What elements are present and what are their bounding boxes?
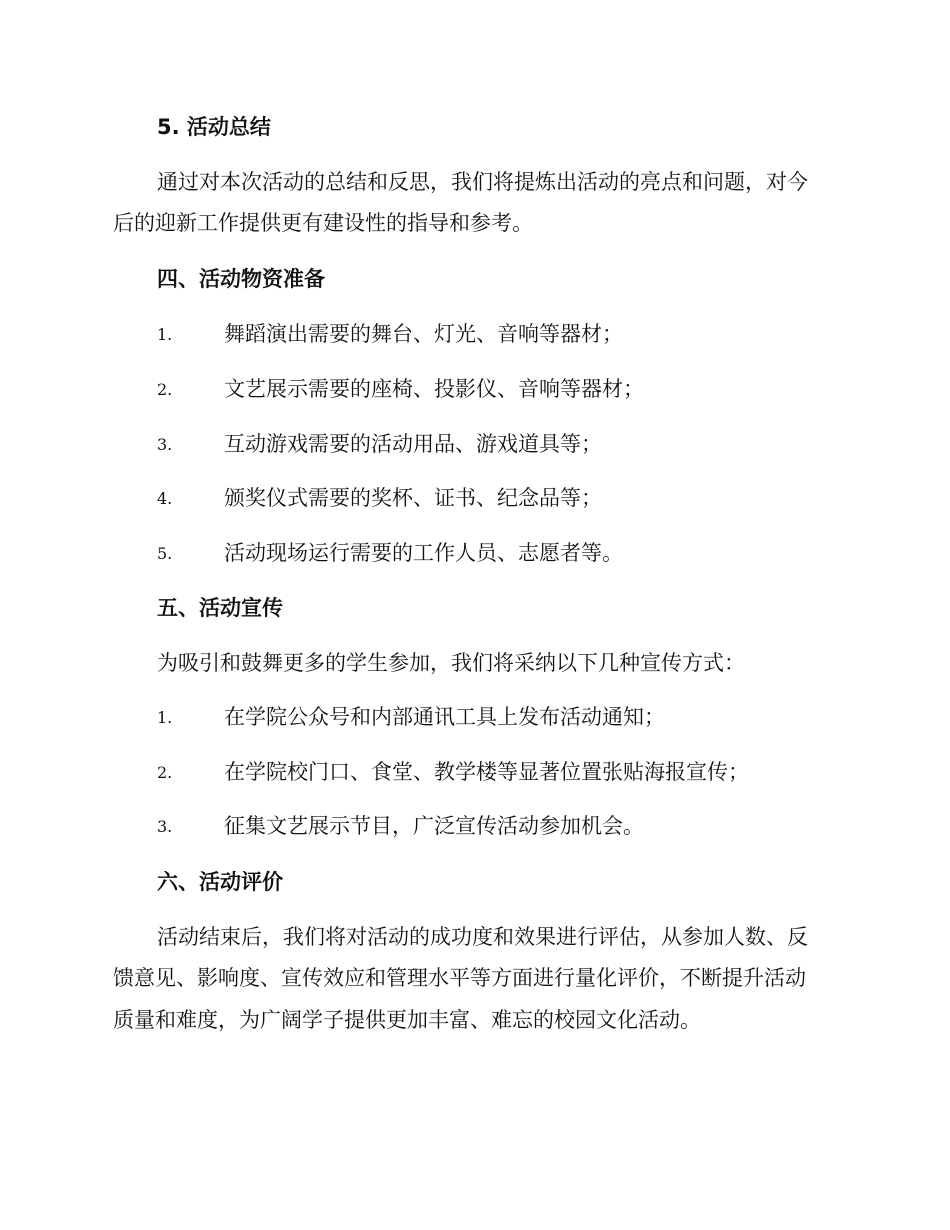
list-item: 在学院校门口、食堂、教学楼等显著位置张贴海报宣传； bbox=[224, 760, 749, 784]
list-number: 2. bbox=[157, 380, 173, 399]
paragraph-line: 馈意见、影响度、宣传效应和管理水平等方面进行量化评价，不断提升活动 bbox=[113, 966, 806, 990]
list-number: 1. bbox=[157, 708, 173, 727]
list-number: 4. bbox=[157, 489, 173, 508]
list-item: 互动游戏需要的活动用品、游戏道具等； bbox=[224, 432, 602, 456]
list-item: 在学院公众号和内部通讯工具上发布活动通知； bbox=[224, 705, 665, 729]
heading-materials: 四、活动物资准备 bbox=[157, 267, 325, 291]
list-number: 5. bbox=[157, 544, 173, 563]
paragraph-line: 通过对本次活动的总结和反思，我们将提炼出活动的亮点和问题，对今 bbox=[157, 170, 808, 194]
list-number: 3. bbox=[157, 817, 173, 836]
list-item: 活动现场运行需要的工作人员、志愿者等。 bbox=[224, 541, 623, 565]
list-item: 舞蹈演出需要的舞台、灯光、音响等器材； bbox=[224, 322, 623, 346]
heading-promotion: 五、活动宣传 bbox=[157, 596, 283, 620]
paragraph-line: 活动结束后，我们将对活动的成功度和效果进行评估，从参加人数、反 bbox=[157, 925, 808, 949]
heading-evaluation: 六、活动评价 bbox=[157, 870, 283, 894]
paragraph-line: 质量和难度，为广阔学子提供更加丰富、难忘的校园文化活动。 bbox=[113, 1008, 701, 1032]
list-item: 征集文艺展示节目，广泛宣传活动参加机会。 bbox=[224, 814, 644, 838]
heading-activity-summary: 5. 活动总结 bbox=[157, 115, 271, 139]
list-item: 文艺展示需要的座椅、投影仪、音响等器材； bbox=[224, 377, 644, 401]
list-number: 2. bbox=[157, 763, 173, 782]
list-item: 颁奖仪式需要的奖杯、证书、纪念品等； bbox=[224, 486, 602, 510]
paragraph-line: 后的迎新工作提供更有建设性的指导和参考。 bbox=[113, 211, 533, 235]
list-number: 1. bbox=[157, 325, 173, 344]
list-number: 3. bbox=[157, 435, 173, 454]
paragraph-line: 为吸引和鼓舞更多的学生参加，我们将采纳以下几种宣传方式： bbox=[157, 651, 745, 675]
